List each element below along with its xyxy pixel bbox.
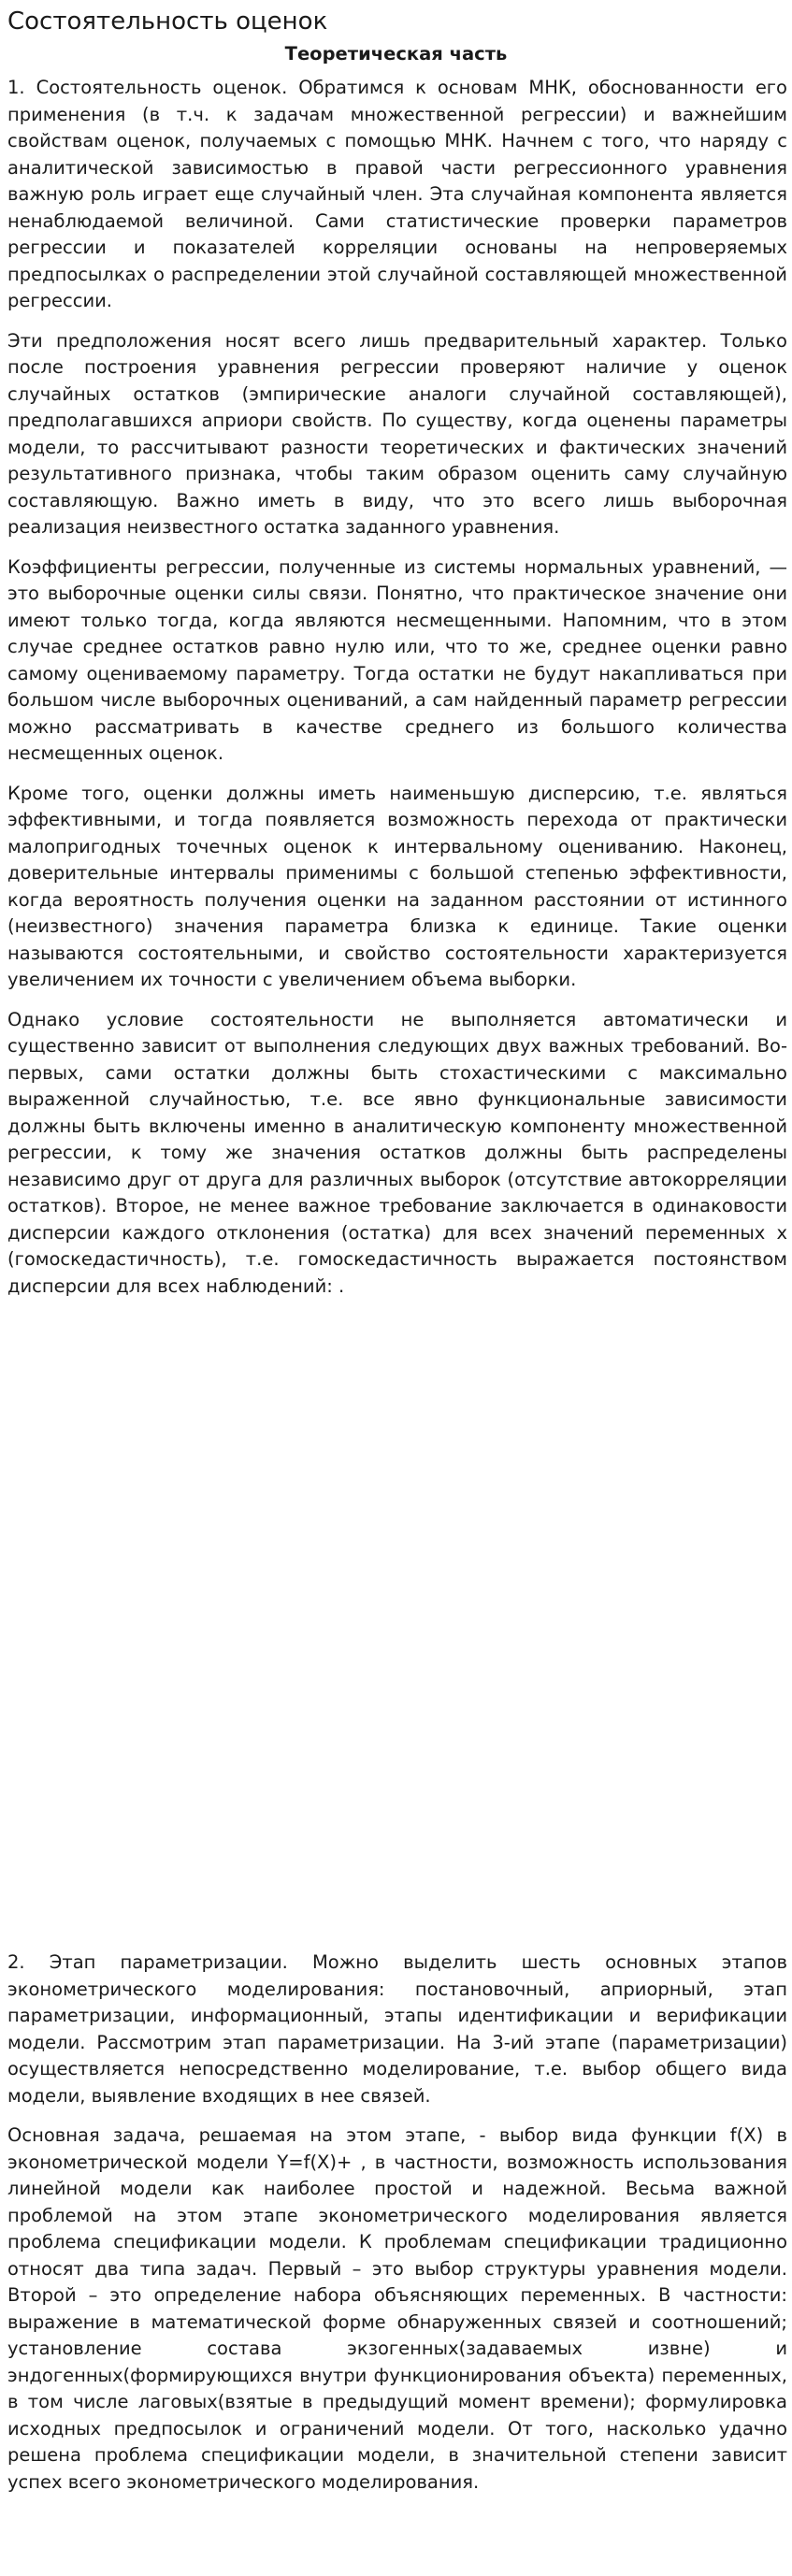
paragraph-7: Основная задача, решаемая на этом этапе, - выбор вида функции f(X) в эконометрической модели Y=f(X)+ , в частности, возможность использования линейной модели как наиболее простой и надежной. Весьма важной проблемой на этом этапе эконометрического моделирования является проблема спецификации модели. К проблемам спецификации традиционно относят два типа задач. Первый – это выбор структуры уравнения модели. Второй – это определение набора объясняющих переменных. В частности: выражение в математической форме обнаруженных связей и соотношений; установление состава экзогенных(задаваемых извне) и эндогенных(формирующихся внутри функционирования объекта) переменных, в том числе лаговых(взятые в предыдущий момент времени); формулировка исходных предпосылок и ограничений модели. От того, насколько удачно решена проблема спецификации модели, в значительной степени зависит успех всего эконометрического моделирования. xyxy=(7,2124,787,2493)
paragraph-1: 1. Состоятельность оценок. Обратимся к основам МНК, обоснованности его применения (в т.ч. к задачам множественной регрессии) и важнейшим свойствам оценок, получаемых с помощью МНК. Начнем с того, что наряду с аналитической зависимостью в правой части регрессионного уравнения важную роль играет еще случайный член. Эта случайная компонента является ненаблюдаемой величиной. Сами статистические проверки параметров регрессии и показателей корреляции основаны на непроверяемых предпосылках о распределении этой случайной составляющей множественной регрессии. xyxy=(7,77,787,311)
section-heading: Теоретическая часть xyxy=(284,43,508,65)
section-2-text xyxy=(7,1950,787,2509)
paragraph-3: Коэффициенты регрессии, полученные из системы нормальных уравнений, — это выборочные оценки силы связи. Понятно, что практическое значение они имеют только тогда, когда являются несмещенными. Напомним, что в этом случае среднее остатков равно нулю или, что то же, среднее оценки равно самому оцениваемому параметру. Тогда остатки не будут накапливаться при большом числе выборочных оцениваний, а сам найденный параметр регрессии можно рассматривать в качестве среднего из большого количества несмещенных оценок. xyxy=(7,555,787,764)
document-title: Состоятельность оценок xyxy=(7,7,328,36)
paragraph-6: 2. Этап параметризации. Можно выделить шесть основных этапов эконометрического моделирования: постановочный, априорный, этап параметризации, информационный, этапы идентификации и верификации модели. Рассмотрим этап параметризации. На 3-ий этапе (параметризации) осуществляется непосредственно моделирование, т.е. выбор общего вида модели, выявление входящих в нее связей. xyxy=(7,1951,787,2107)
paragraph-5: Однако условие состоятельности не выполняется автоматически и существенно зависит от выполнения следующих двух важных требований. Во-первых, сами остатки должны быть стохастическими с максимально выраженной случайностью, т.е. все явно функциональные зависимости должны быть включены именно в аналитическую компоненту множественной регрессии, к тому же значения остатков должны быть распределены независимо друг от друга для различных выборок (отсутствие автокорреляции остатков). Второе, не менее важное требование заключается в одинаковости дисперсии каждого отклонения (остатка) для всех значений переменных x (гомоскедастичность), т.е. гомоскедастичность выражается постоянством дисперсии для всех наблюдений: . xyxy=(7,1008,787,1297)
paragraph-2: Эти предположения носят всего лишь предварительный характер. Только после построения уравнения регрессии проверяют наличие у оценок случайных остатков (эмпирические аналоги случайной составляющей), предполагавшихся априори свойств. По существу, когда оценены параметры модели, то рассчитывают разности теоретических и фактических значений результативного признака, чтобы таким образом оценить саму случайную составляющую. Важно иметь в виду, что это всего лишь выборочная реализация неизвестного остатка заданного уравнения. xyxy=(7,329,787,538)
section-1-text xyxy=(7,75,787,1313)
paragraph-4: Кроме того, оценки должны иметь наименьшую дисперсию, т.е. являться эффективными, и тогда появляется возможность перехода от практически малопригодных точечных оценок к интервальному оцениванию. Наконец, доверительные интервалы применимы с большой степенью эффективности, когда вероятность получения оценки на заданном расстоянии от истинного (неизвестного) значения параметра близка к единице. Такие оценки называются состоятельными, и свойство состоятельности характеризуется увеличением их точности с увеличением объема выборки. xyxy=(7,782,787,990)
